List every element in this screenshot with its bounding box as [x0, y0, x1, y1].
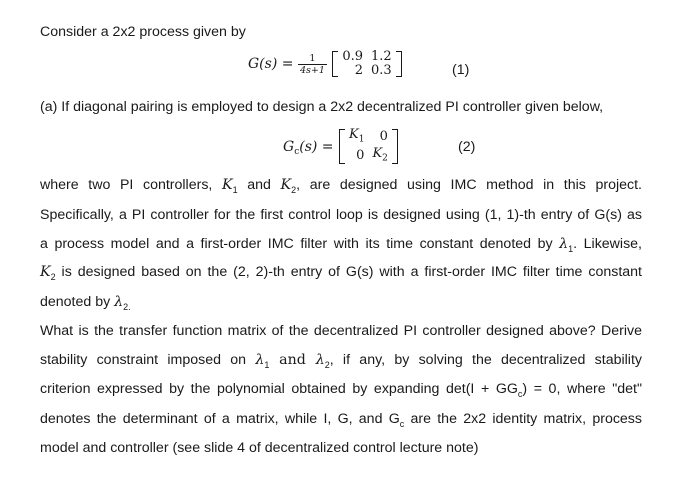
equation-1: [248, 50, 403, 78]
eq2-m11: $K_1$: [348, 127, 365, 145]
para-line-1: where two PI controllers, $K_1$ and $K_2$, are designed using IMC method in this project.: [40, 177, 642, 195]
eq2-lhs: $G_c(s)$ =: [283, 138, 334, 157]
eq1-m21: 2: [354, 63, 364, 78]
eq1-frac-den: 4s+1: [299, 64, 325, 76]
eq1-m12: 1.2: [371, 49, 392, 64]
eq1-frac-num: 1: [298, 53, 327, 65]
eq2-m21: 0: [356, 147, 365, 163]
part-a-text: (a) If diagonal pairing is employed to design a 2x2 decentralized PI controller given below,: [40, 99, 604, 115]
question-line-2: stability constraint imposed on $\lambda_1$ and $\lambda_2$, if any, by solving the decentralized stability: [40, 352, 642, 370]
para-line-2: Specifically, a PI controller for the first control loop is designed using (1, 1)-th entry of G(s) as: [40, 207, 642, 223]
eq1-number: (1): [452, 62, 470, 78]
question-line-5: model and controller (see slide 4 of decentralized control lecture note): [40, 440, 479, 456]
equation-2: [283, 128, 399, 165]
eq1-lhs: G(s) =: [248, 56, 294, 72]
eq1-fraction: [298, 53, 327, 76]
para-line-4: $K_2$ is designed based on the (2, 2)-th entry of G(s) with a first-order IMC filter time constant: [40, 264, 642, 282]
eq1-m11: 0.9: [342, 49, 364, 64]
eq2-matrix: [338, 128, 399, 165]
para-line-5: denoted by $\lambda_{2.}$: [40, 294, 131, 312]
question-line-3: criterion expressed by the polynomial obtained by expanding $\det(I + GG_c) = 0$, where "det": [40, 381, 642, 399]
eq1-m22: 0.3: [371, 63, 392, 78]
intro-text: Consider a 2x2 process given by: [40, 24, 246, 40]
para-line-3: a process model and a first-order IMC filter with its time constant denoted by $\lambda_1$. Likewise,: [40, 236, 643, 254]
eq2-number: (2): [458, 139, 476, 155]
eq2-m12: 0: [379, 129, 388, 145]
question-line-4: denotes the determinant of a matrix, while I, G, and $G_c$ are the 2x2 identity matrix, process: [40, 411, 642, 429]
eq2-m22: $K_2$: [372, 145, 388, 164]
eq1-matrix: [331, 50, 402, 78]
question-line-1: What is the transfer function matrix of the decentralized PI controller designed above? Derive: [40, 323, 642, 339]
